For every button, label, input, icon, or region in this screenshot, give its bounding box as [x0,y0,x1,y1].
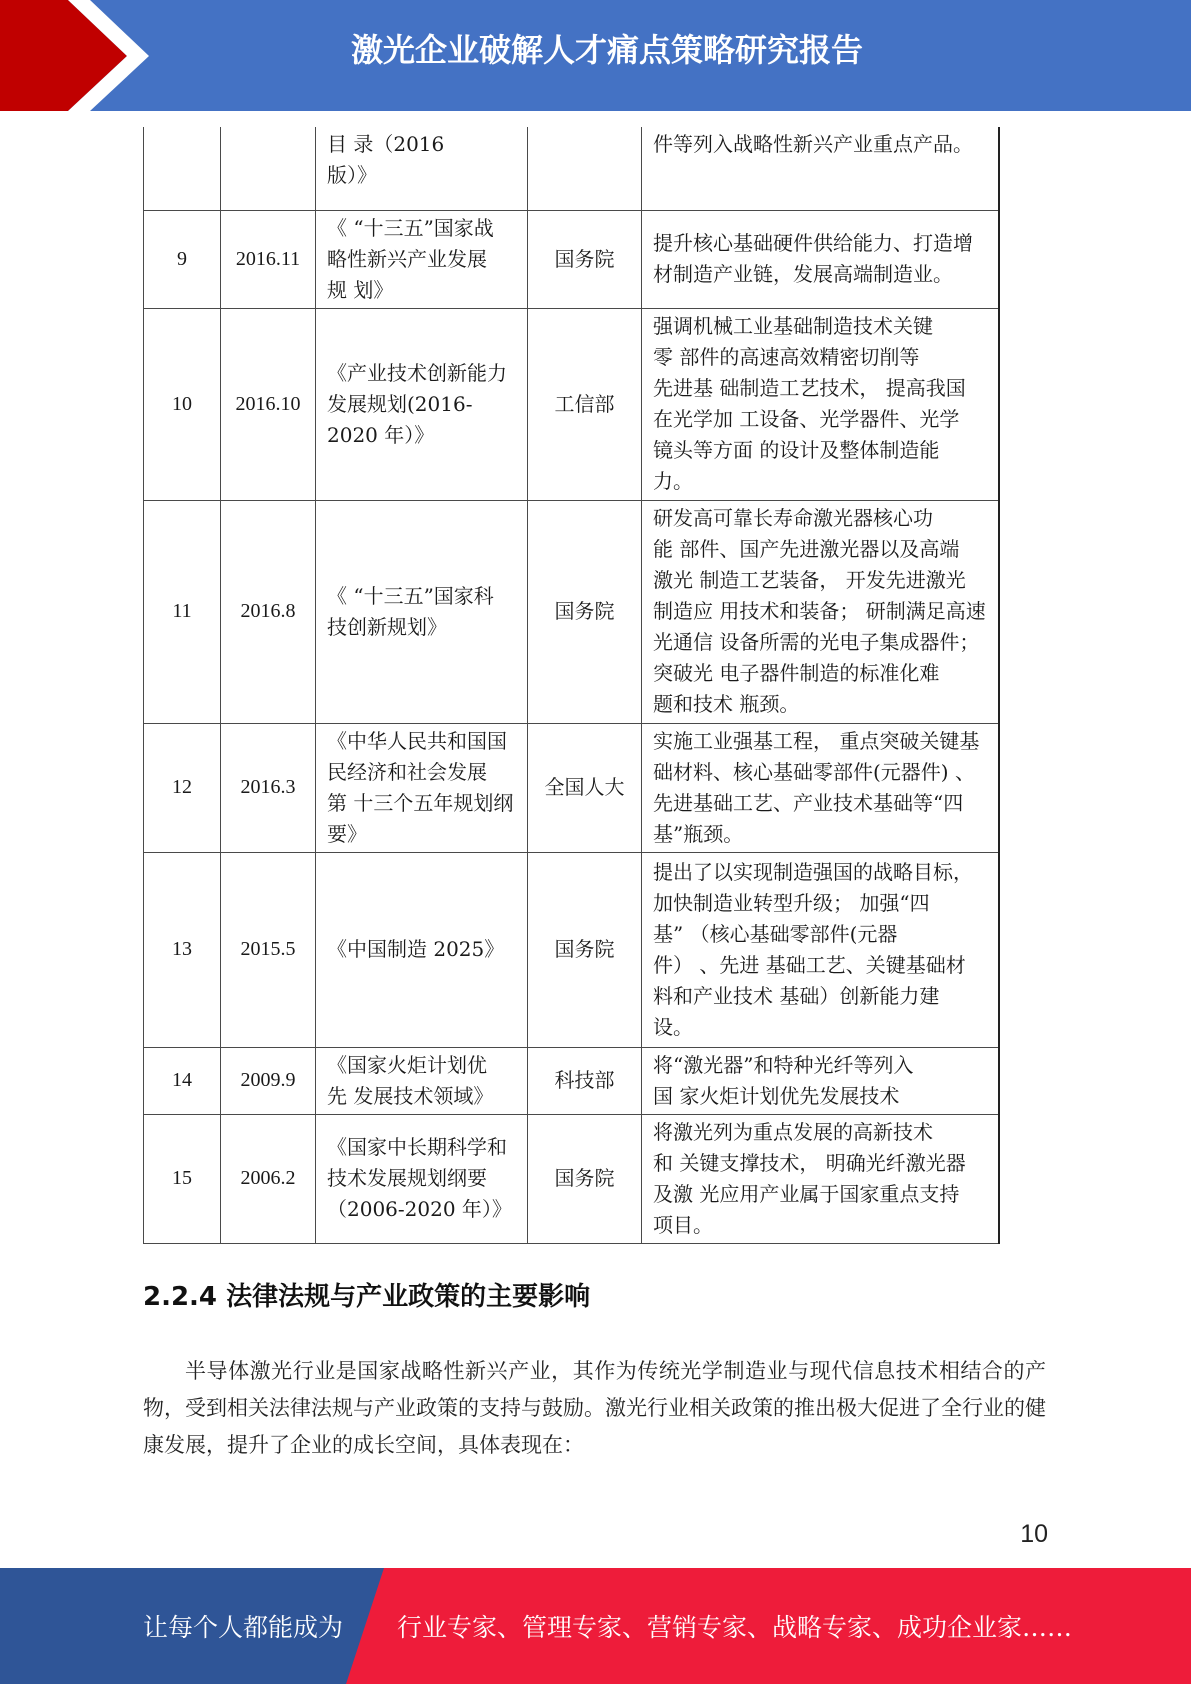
cell-date [221,1114,316,1243]
section-heading: 2.2.4 法律法规与产业政策的主要影响 [143,1282,591,1312]
chevron-right-icon [0,0,160,111]
content-text: 研发高可靠长寿命激光器核心功 能 部件、国产先进激光器以及高端 激光 制造工艺装备， 开发先进激光 制造应 用技术和装备； 研制满足高速 光通信 设备所需的光电子集成器件； 突破光 电子器件制造的标准化难 题和技术 瓶颈。 [653,506,986,716]
page-footer [0,1568,1191,1684]
issuer-text: 国务院 [554,246,615,271]
cell-issuer [528,723,642,852]
table-row [144,723,999,852]
index-text: 10 [172,392,192,415]
policy-name-text: 目 录（2016 版）》 [327,132,445,187]
cell-date [221,852,316,1047]
footer-slogan-lead: 让每个人都能成为 [143,1613,344,1642]
content-text: 件等列入战略性新兴产业重点产品。 [653,132,973,156]
cell-content [642,127,999,210]
cell-index [144,500,221,723]
cell-date [221,308,316,500]
index-text: 14 [172,1069,192,1091]
cell-date [221,723,316,852]
cell-policy-name [316,308,528,500]
cell-issuer [528,308,642,500]
cell-date [221,1047,316,1114]
issuer-text: 工信部 [554,391,615,416]
issuer-text: 科技部 [554,1068,615,1092]
cell-index [144,210,221,308]
cell-content [642,500,999,723]
cell-index [144,723,221,852]
cell-content [642,723,999,852]
date-text: 2009.9 [240,1069,296,1091]
cell-issuer [528,1047,642,1114]
cell-issuer [528,210,642,308]
index-text: 11 [172,600,192,622]
table-row [144,308,999,500]
content-text: 强调机械工业基础制造技术关键 零 部件的高速高效精密切削等 先进基 础制造工艺技术， 提高我国 在光学加 工设备、光学器件、光学 镜头等方面 的设计及整体制造能 力。 [653,314,966,493]
policy-name-text: 《中国制造 2025》 [327,937,505,961]
content-text: 将“激光器”和特种光纤等列入 国 家火炬计划优先发展技术 [653,1052,914,1108]
cell-issuer [528,127,642,210]
cell-content [642,210,999,308]
cell-content [642,1114,999,1243]
issuer-text: 全国人大 [544,775,625,799]
content-text: 将激光列为重点发展的高新技术 和 关键支撑技术， 明确光纤激光器 及激 光应用产业属于国家重点支持 项目。 [653,1119,966,1237]
table-row [144,500,999,723]
body-paragraph: 半导体激光行业是国家战略性新兴产业，其作为传统光学制造业与现代信息技术相结合的产物，受到相关法律法规与产业政策的支持与鼓励。激光行业相关政策的推出极大促进了全行业的健康发展，提升了企业的成长空间，具体表现在： [143,1359,1046,1457]
cell-policy-name [316,1114,528,1243]
date-text: 2015.5 [240,938,296,960]
report-title: 激光企业破解人才痛点策略研究报告 [351,31,864,69]
cell-policy-name [316,852,528,1047]
cell-issuer [528,500,642,723]
page-number: 10 [1020,1520,1048,1548]
table-row [144,1047,999,1114]
cell-issuer [528,852,642,1047]
policy-name-text: 《 “十三五”国家战 略性新兴产业发展 规 划》 [327,215,494,302]
content-text: 实施工业强基工程， 重点突破关键基 础材料、核心基础零部件(元器件) 、 先进基础工艺、产业技术基础等“四 基”瓶颈。 [653,728,980,846]
policy-name-text: 《国家中长期科学和 技术发展规划纲要 （2006-2020 年）》 [327,1135,512,1221]
cell-index [144,1047,221,1114]
date-text: 2016.3 [240,776,296,798]
cell-content [642,308,999,500]
policy-table [143,127,1000,1244]
date-text: 2016.11 [235,247,301,270]
cell-date [221,500,316,723]
table-row [144,1114,999,1243]
cell-policy-name [316,1047,528,1114]
policy-name-text: 《国家火炬计划优 先 发展技术领域》 [327,1052,494,1108]
issuer-text: 国务院 [554,937,615,961]
table-row [144,210,999,308]
cell-date [221,210,316,308]
cell-index [144,1114,221,1243]
cell-content [642,1047,999,1114]
policy-name-text: 《 “十三五”国家科 技创新规划》 [327,583,494,639]
cell-policy-name [316,723,528,852]
index-text: 9 [177,247,187,270]
date-text: 2016.10 [235,392,301,415]
cell-issuer [528,1114,642,1243]
date-text: 2016.8 [240,600,296,622]
table-row [144,127,999,210]
cell-content [642,852,999,1047]
date-text: 2006.2 [240,1167,296,1189]
policy-name-text: 《中华人民共和国国 民经济和社会发展 第 十三个五年规划纲 要》 [327,728,514,846]
cell-policy-name [316,500,528,723]
cell-index [144,308,221,500]
page-header [0,0,1191,111]
table-row [144,852,999,1047]
cell-policy-name [316,210,528,308]
cell-policy-name [316,127,528,210]
index-text: 12 [172,776,192,798]
footer-slogan-roles: 行业专家、管理专家、营销专家、战略专家、成功企业家…… [397,1613,1073,1642]
index-text: 15 [172,1167,192,1189]
issuer-text: 国务院 [554,599,615,623]
cell-date [221,127,316,210]
index-text: 13 [172,938,192,960]
content-text: 提出了以实现制造强国的战略目标， 加快制造业转型升级； 加强“四 基” （核心基础零部件(元器 件） 、先进 基础工艺、关键基础材 料和产业技术 基础）创新能力建 设。 [653,859,973,1039]
cell-index [144,852,221,1047]
content-text: 提升核心基础硬件供给能力、打造增 材制造产业链，发展高端制造业。 [653,231,973,286]
cell-index [144,127,221,210]
policy-name-text: 《产业技术创新能力 发展规划(2016- 2020 年）》 [327,360,507,447]
issuer-text: 国务院 [554,1166,615,1190]
